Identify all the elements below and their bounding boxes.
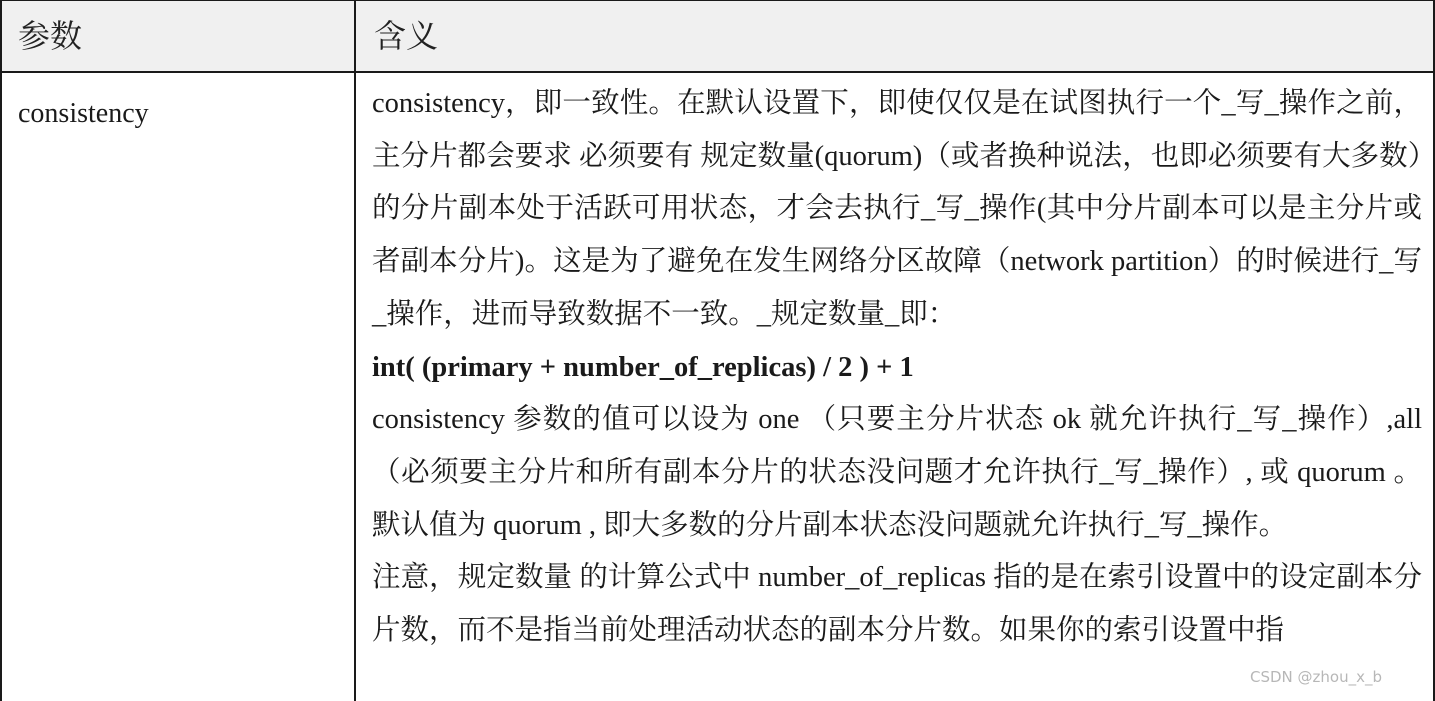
meaning-paragraph-3: 注意，规定数量 的计算公式中 number_of_replicas 指的是在索引设置中的设定副本分片数，而不是指当前处理活动状态的副本分片数。如果你的索引设置中指 (372, 562, 1422, 647)
meaning-paragraph-1: consistency，即一致性。在默认设置下，即使仅仅是在试图执行一个_写_操作之前，主分片都会要求 必须要有 规定数量(quorum)（或者换种说法，也即必须要有大多数）的分片副本处于活跃可用状态，才会去执行_写_操作(其中分片副本可以是主分片或者副本分片)。这是为了避免在发生网络分区故障（network partition）的时候进行_写_操作，进而导致数据不一致。_规定数量_即： (372, 88, 1422, 330)
table-header-row (0, 0, 1435, 73)
table-left-border (0, 0, 2, 701)
header-meaning: 含义 (374, 17, 439, 55)
param-name-cell: consistency (18, 98, 149, 129)
csdn-watermark: CSDN @zhou_x_b (1250, 668, 1382, 686)
header-param: 参数 (18, 17, 83, 55)
meaning-cell (372, 78, 1422, 658)
quorum-formula: int( (primary + number_of_replicas) / 2 ) + 1 (372, 351, 914, 383)
meaning-paragraph-2: consistency 参数的值可以设为 one （只要主分片状态 ok 就允许执行_写_操作）,all（必须要主分片和所有副本分片的状态没问题才允许执行_写_操作）, 或 quorum 。默认值为 quorum , 即大多数的分片副本状态没问题就允许执行_写_操作。 (372, 404, 1422, 541)
column-divider (354, 0, 356, 701)
